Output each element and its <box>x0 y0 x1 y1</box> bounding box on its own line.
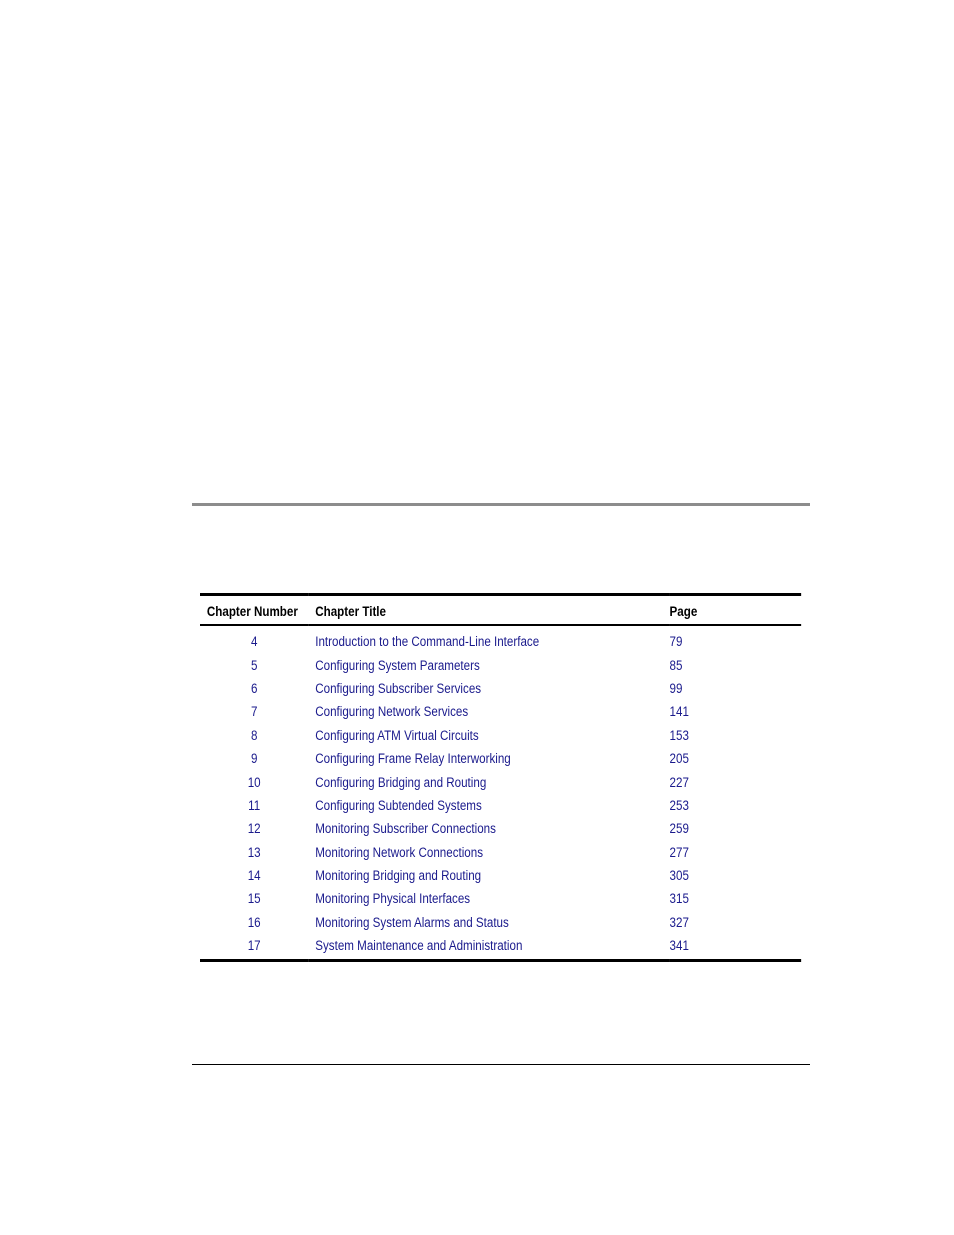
table-row <box>200 770 801 793</box>
page-number-link[interactable]: 327 <box>669 914 689 930</box>
page-number-link[interactable]: 253 <box>669 797 689 813</box>
table-row <box>200 625 801 653</box>
chapter-title-link[interactable]: Monitoring Bridging and Routing <box>315 868 482 884</box>
table-row <box>200 817 801 840</box>
chapter-number-link[interactable]: 5 <box>250 657 258 673</box>
page-number-link[interactable]: 315 <box>669 891 689 907</box>
table-row <box>200 724 801 747</box>
page-number-link[interactable]: 85 <box>669 657 683 673</box>
footer-divider <box>192 1064 810 1065</box>
chapter-number-link[interactable]: 15 <box>247 891 261 907</box>
chapter-number-link[interactable]: 4 <box>250 634 258 650</box>
table-row <box>200 864 801 887</box>
chapter-number-link[interactable]: 14 <box>247 868 261 884</box>
table-row <box>200 911 801 934</box>
chapter-number-link[interactable]: 9 <box>250 751 258 767</box>
header-chapter-title: Chapter Title <box>315 603 386 619</box>
page-number-link[interactable]: 79 <box>669 634 683 650</box>
chapter-title-link[interactable]: Configuring ATM Virtual Circuits <box>315 727 479 743</box>
table-row <box>200 653 801 676</box>
header-chapter-number: Chapter Number <box>206 603 298 619</box>
chapter-title-link[interactable]: Configuring Bridging and Routing <box>315 774 487 790</box>
page-number-link[interactable]: 141 <box>669 704 689 720</box>
chapter-title-link[interactable]: Introduction to the Command-Line Interface <box>315 634 540 650</box>
table-header-row <box>200 595 801 626</box>
table-row <box>200 887 801 910</box>
chapter-number-link[interactable]: 16 <box>247 914 261 930</box>
table-row <box>200 747 801 770</box>
chapter-title-link[interactable]: Configuring System Parameters <box>315 657 480 673</box>
page-number-link[interactable]: 153 <box>669 727 689 743</box>
chapter-number-link[interactable]: 7 <box>250 704 258 720</box>
chapter-title-link[interactable]: System Maintenance and Administration <box>315 938 523 954</box>
chapter-title-link[interactable]: Monitoring Subscriber Connections <box>315 821 496 837</box>
chapter-number-link[interactable]: 17 <box>247 938 261 954</box>
chapter-title-link[interactable]: Configuring Subtended Systems <box>315 797 482 813</box>
chapter-title-link[interactable]: Monitoring Network Connections <box>315 844 484 860</box>
table-body <box>200 625 801 961</box>
chapter-number-link[interactable]: 6 <box>250 680 258 696</box>
chapter-title-link[interactable]: Monitoring System Alarms and Status <box>315 914 509 930</box>
chapter-number-link[interactable]: 12 <box>247 821 261 837</box>
table-row <box>200 794 801 817</box>
chapter-title-link[interactable]: Configuring Frame Relay Interworking <box>315 751 511 767</box>
page-number-link[interactable]: 227 <box>669 774 689 790</box>
page-number-link[interactable]: 259 <box>669 821 689 837</box>
chapter-number-link[interactable]: 11 <box>248 797 261 813</box>
chapter-title-link[interactable]: Monitoring Physical Interfaces <box>315 891 471 907</box>
table-row <box>200 934 801 961</box>
chapter-title-link[interactable]: Configuring Network Services <box>315 704 469 720</box>
table-row <box>200 677 801 700</box>
page-number-link[interactable]: 341 <box>669 938 689 954</box>
page-number-link[interactable]: 305 <box>669 868 689 884</box>
chapter-table <box>200 593 801 962</box>
chapter-number-link[interactable]: 13 <box>247 844 261 860</box>
chapter-title-link[interactable]: Configuring Subscriber Services <box>315 680 482 696</box>
table-row <box>200 700 801 723</box>
page-number-link[interactable]: 205 <box>669 751 689 767</box>
header-page: Page <box>669 603 698 619</box>
page-number-link[interactable]: 277 <box>669 844 689 860</box>
page-number-link[interactable]: 99 <box>669 680 683 696</box>
section-divider-top <box>192 503 810 506</box>
table-row <box>200 841 801 864</box>
chapter-number-link[interactable]: 8 <box>250 727 258 743</box>
chapter-number-link[interactable]: 10 <box>247 774 261 790</box>
